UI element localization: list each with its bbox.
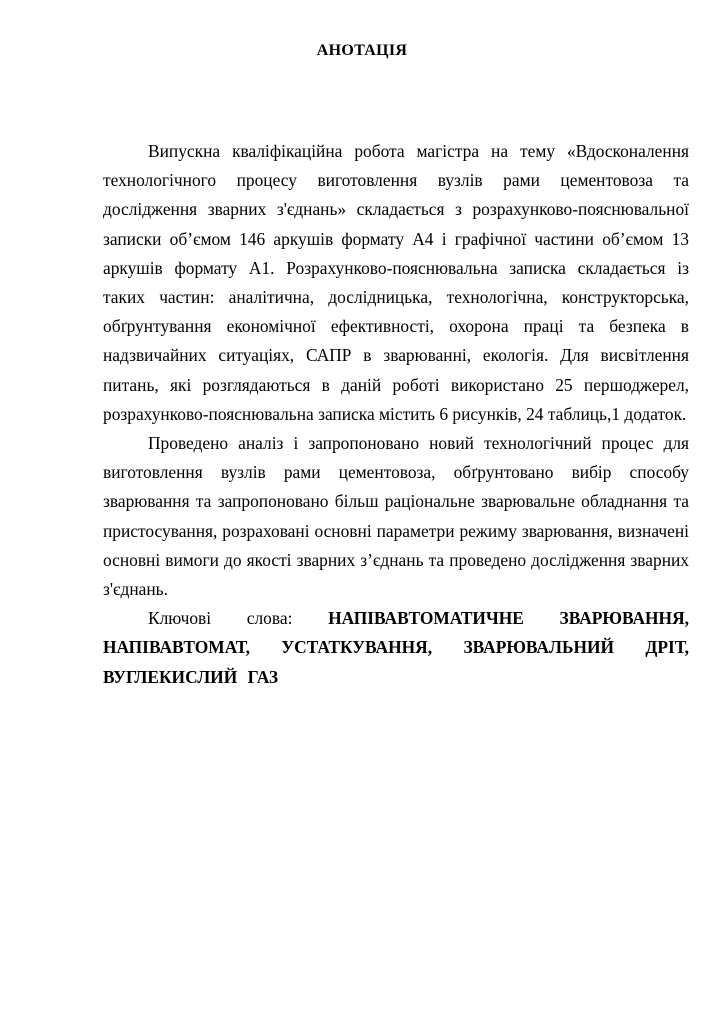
page-title: АНОТАЦІЯ: [316, 42, 408, 59]
keywords-label: Ключові слова:: [148, 608, 293, 629]
keywords-paragraph: [103, 604, 689, 692]
paragraph-results: Проведено аналіз і запропоновано новий технологічний процес для виготовлення вузлів рами цементовоза, обґрунтовано вибір способу зварювання та запропоновано більш раціональне зварювальне обладнання та пристосування, розраховані основні параметри режиму зварювання, визначені основні вимоги до якості зварних з’єднань та проведено дослідження зварних з'єднань.: [103, 433, 689, 600]
paragraph-summary: Випускна кваліфікаційна робота магістра на тему «Вдосконалення технологічного процесу виготовлення вузлів рами цементовоза та дослідження зварних з'єднань» складається з розрахунково-пояснювальної записки об’ємом 146 аркушів формату А4 і графічної частини об’ємом 13 аркушів формату А1. Розрахунково-пояснювальна записка складається із таких частин: аналітична, дослідницька, технологічна, конструкторська, обґрунтування економічної ефективності, охорона праці та безпека в надзвичайних ситуаціях, САПР в зварюванні, екологія. Для висвітлення питань, які розглядаються в даній роботі використано 25 першоджерел, розрахунково-пояснювальна записка містить 6 рисунків, 24 таблиць,1 додаток.: [103, 141, 689, 424]
keywords-list: НАПІВАВТОМАТИЧНЕ ЗВАРЮВАННЯ, НАПІВАВТОМАТ, УСТАТКУВАННЯ, ЗВАРЮВАЛЬНИЙ ДРІТ, ВУГЛЕКИСЛИЙ ГАЗ: [103, 608, 689, 687]
annotation-body: [103, 137, 689, 692]
